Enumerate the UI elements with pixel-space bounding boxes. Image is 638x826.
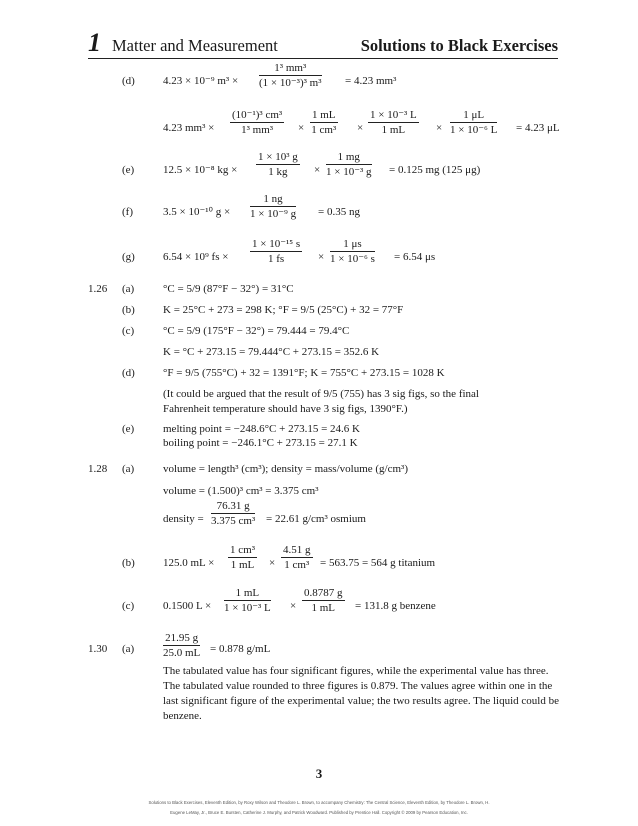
fraction-numerator: 1 mL xyxy=(312,109,336,121)
expression-lhs: 6.54 × 10⁹ fs × xyxy=(163,251,229,263)
part-label: (b) xyxy=(122,304,135,316)
fraction-numerator: 4.51 g xyxy=(283,544,311,556)
fraction-numerator: 1 × 10⁻³ L xyxy=(370,109,417,121)
fraction-denominator: 25.0 mL xyxy=(163,647,201,659)
fraction-denominator: 1 mL xyxy=(230,559,255,571)
solution-note: (It could be argued that the result of 9/5 (755) has 3 sig figs, so the final xyxy=(163,388,479,400)
fraction-numerator: 1 × 10⁻¹⁵ s xyxy=(252,238,301,250)
problem-number: 1.28 xyxy=(88,463,108,475)
section-title: Solutions to Black Exercises xyxy=(360,36,558,55)
solution-line: °C = 5/9 (87°F − 32°) = 31°C xyxy=(163,283,294,295)
times-sign: × xyxy=(318,251,325,263)
conversion-fraction xyxy=(281,544,313,571)
solution-line: volume = length³ (cm³); density = mass/volume (g/cm³) xyxy=(163,463,409,475)
conversion-fraction xyxy=(228,544,257,571)
conversion-fraction xyxy=(302,587,345,614)
fraction-denominator: 1 × 10⁻³ g xyxy=(326,166,372,178)
fraction-numerator: 1 μs xyxy=(330,238,375,252)
expression-result: = 0.35 ng xyxy=(318,206,360,218)
conversion-fraction xyxy=(450,109,497,136)
fraction-denominator: 1 × 10⁻⁶ s xyxy=(330,253,375,265)
fraction-denominator: 1³ mm³ xyxy=(241,124,274,136)
part-label: (c) xyxy=(122,325,135,337)
fraction-denominator: 1 kg xyxy=(268,166,288,178)
part-label: (b) xyxy=(122,557,135,569)
expression-result: = 4.23 mm³ xyxy=(345,75,397,87)
fraction-numerator: (10⁻¹)³ cm³ xyxy=(232,109,283,121)
expression-lhs: 4.23 mm³ × xyxy=(163,122,215,134)
part-label: (d) xyxy=(122,75,135,87)
fraction-numerator: 0.8787 g xyxy=(304,587,343,599)
fraction-numerator: 1 mg xyxy=(326,151,372,165)
solution-line: °F = 9/5 (755°C) + 32 = 1391°F; K = 755°C + 273.15 = 1028 K xyxy=(163,367,445,379)
times-sign: × xyxy=(290,600,297,612)
part-label: (a) xyxy=(122,283,135,295)
problem-number: 1.26 xyxy=(88,283,108,295)
times-sign: × xyxy=(298,122,305,134)
expression-lhs: 12.5 × 10⁻⁸ kg × xyxy=(163,164,238,176)
page-number: 3 xyxy=(315,766,323,781)
page-header xyxy=(88,28,558,59)
fraction-numerator: 1 ng xyxy=(250,193,296,207)
fraction-numerator: 1 × 10³ g xyxy=(258,151,298,163)
fraction-numerator: 1 μL xyxy=(450,109,497,123)
expression-result: = 0.125 mg (125 μg) xyxy=(389,164,481,176)
fraction-denominator: 1 mL xyxy=(381,124,406,136)
fraction-denominator: 1 cm³ xyxy=(284,559,310,571)
fraction-denominator: 1 × 10⁻³ L xyxy=(224,602,271,614)
part-label: (e) xyxy=(122,164,135,176)
solution-line: volume = (1.500)³ cm³ = 3.375 cm³ xyxy=(163,485,319,497)
expression-lhs: 0.1500 L × xyxy=(163,600,212,612)
fraction-denominator: 1 × 10⁻⁹ g xyxy=(250,208,297,220)
part-label: (d) xyxy=(122,367,135,379)
solution-note: Fahrenheit temperature should have 3 sig figs, 1390°F.) xyxy=(163,403,408,415)
expression-result: = 563.75 = 564 g titanium xyxy=(320,557,436,569)
conversion-fraction xyxy=(326,151,372,178)
conversion-fraction xyxy=(256,151,300,178)
expression-lhs: 125.0 mL × xyxy=(163,557,215,569)
expression-result: = 6.54 μs xyxy=(394,251,436,263)
fraction-denominator: 1 fs xyxy=(267,253,285,265)
part-label: (a) xyxy=(122,643,135,655)
conversion-fraction xyxy=(230,109,284,136)
copyright-footer-line-1: Solutions to Black Exercises, Eleventh Edition, by Roxy Wilson and Theodore L. Brown, to accompany Chemistry: The Central Science, Eleventh Edition, by Theodore L. Brown, H. xyxy=(148,800,490,805)
expression-result: = 0.878 g/mL xyxy=(210,643,271,655)
times-sign: × xyxy=(436,122,443,134)
conversion-fraction xyxy=(368,109,419,136)
part-label: (e) xyxy=(122,423,135,435)
expression-lhs: 3.5 × 10⁻¹⁰ g × xyxy=(163,206,231,218)
density-lhs: density = xyxy=(163,513,204,525)
fraction-denominator: 1 cm³ xyxy=(311,124,337,136)
fraction-numerator: 76.31 g xyxy=(211,500,255,514)
solution-line: boiling point = −246.1°C + 273.15 = 27.1 K xyxy=(163,437,358,449)
conversion-fraction xyxy=(250,193,296,220)
times-sign: × xyxy=(269,557,276,569)
fraction-denominator: 3.375 cm³ xyxy=(211,515,256,527)
fraction-numerator: 1³ mm³ xyxy=(259,62,322,76)
density-fraction xyxy=(211,500,255,527)
expression-lhs: 4.23 × 10⁻⁹ m³ × xyxy=(163,75,239,87)
solution-line: melting point = −248.6°C + 273.15 = 24.6 K xyxy=(163,423,360,435)
expression-result: = 131.8 g benzene xyxy=(355,600,436,612)
problem-number: 1.30 xyxy=(88,643,108,655)
conversion-fraction xyxy=(310,109,338,136)
conversion-fraction xyxy=(224,587,271,614)
part-label: (f) xyxy=(122,206,133,218)
expression-result: = 22.61 g/cm³ osmium xyxy=(266,513,366,525)
density-fraction xyxy=(163,632,200,659)
expression-result: = 4.23 μL xyxy=(516,122,560,134)
explanation-paragraph: The tabulated value has four significant figures, while the experimental value has three. The tabulated value rounded to three figures is 0.879. The values agree within one in the last significant figure of the experimental value; the two results agree. The liquid could be benzene. xyxy=(163,665,559,722)
conversion-fraction xyxy=(259,62,322,89)
chapter-number: 1 xyxy=(88,28,101,57)
fraction-denominator: 1 × 10⁻⁶ L xyxy=(450,124,498,136)
part-label: (a) xyxy=(122,463,135,475)
times-sign: × xyxy=(314,164,321,176)
chapter-title: Matter and Measurement xyxy=(112,36,278,55)
fraction-numerator: 1 cm³ xyxy=(230,544,255,556)
times-sign: × xyxy=(357,122,364,134)
conversion-fraction xyxy=(330,238,375,265)
conversion-fraction xyxy=(250,238,302,265)
part-label: (c) xyxy=(122,600,135,612)
solution-line: K = °C + 273.15 = 79.444°C + 273.15 = 352.6 K xyxy=(163,346,380,358)
fraction-numerator: 1 mL xyxy=(224,587,271,601)
copyright-footer-line-2: Eugene LeMay, Jr., Bruce E. Bursten, Catherine J. Murphy, and Patrick Woodward. Published by Prentice Hall. Copyright © 2009 by Pearson Education, Inc. xyxy=(170,810,468,815)
fraction-denominator: 1 mL xyxy=(311,602,336,614)
fraction-numerator: 21.95 g xyxy=(163,632,200,646)
solution-line: °C = 5/9 (175°F − 32°) = 79.444 = 79.4°C xyxy=(163,325,350,337)
fraction-denominator: (1 × 10⁻³)³ m³ xyxy=(259,77,322,89)
solution-line: K = 25°C + 273 = 298 K; °F = 9/5 (25°C) + 32 = 77°F xyxy=(163,304,404,316)
part-label: (g) xyxy=(122,251,135,263)
